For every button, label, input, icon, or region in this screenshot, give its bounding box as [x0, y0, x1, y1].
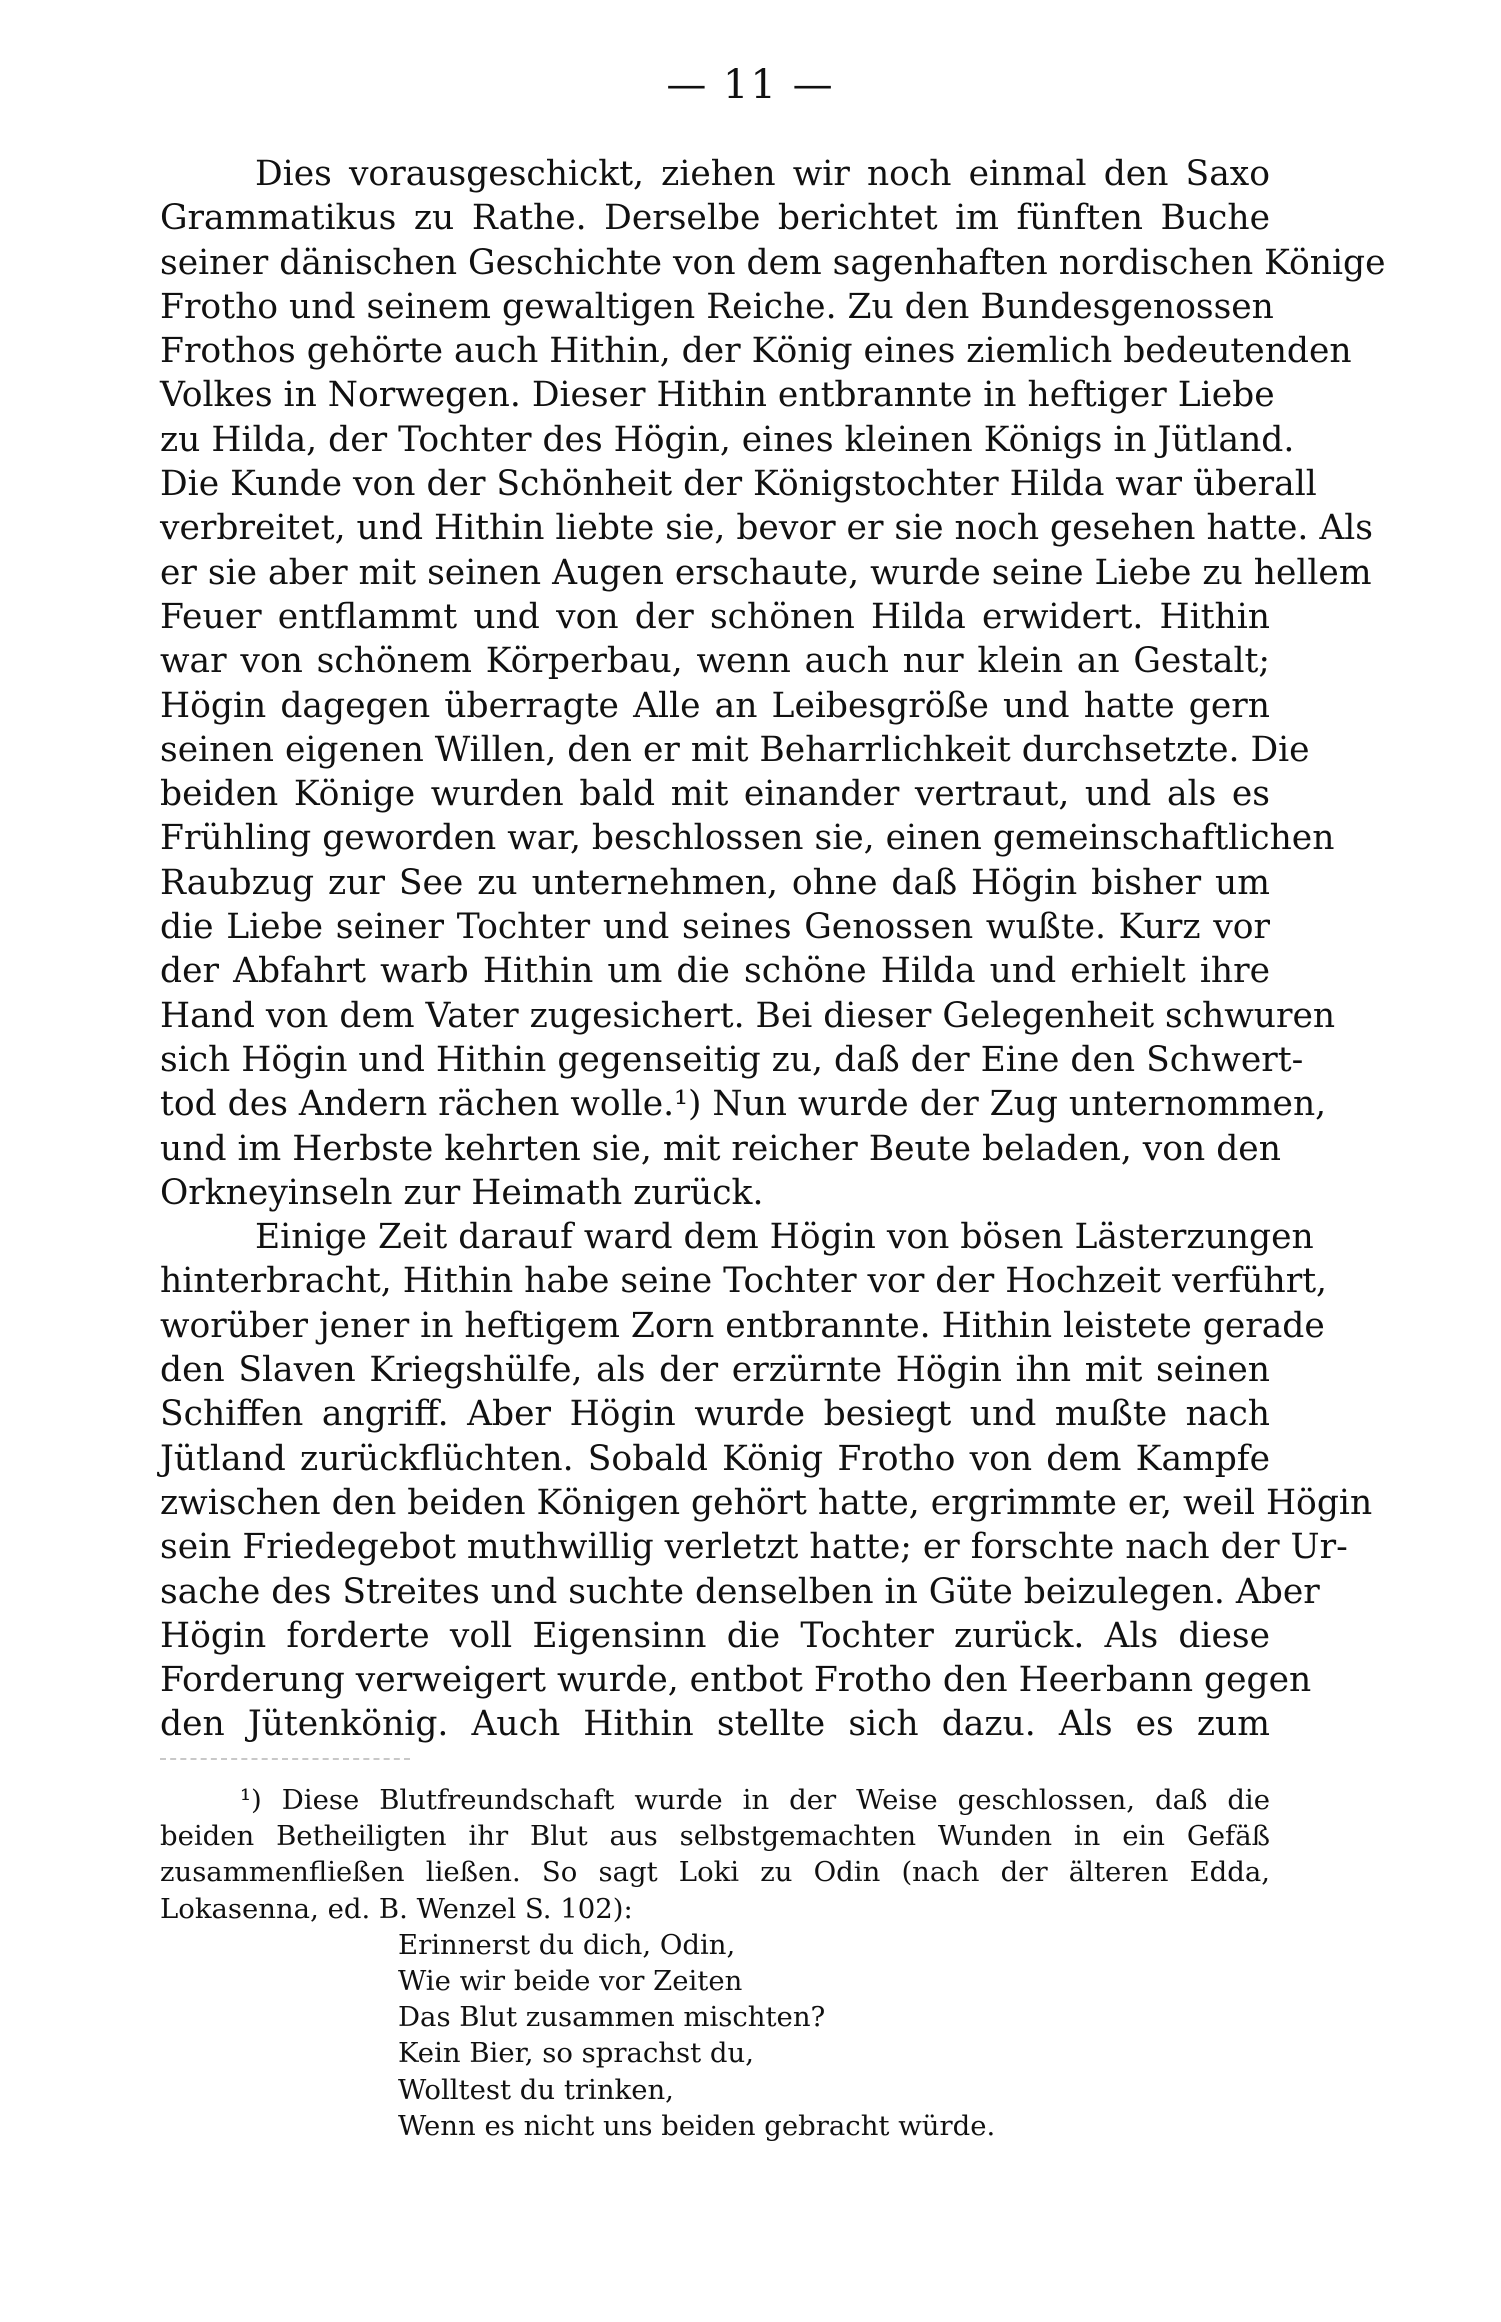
text-line: war von schönem Körperbau, wenn auch nur klein an Gestalt;	[160, 641, 1270, 682]
text-line: tod des Andern rächen wolle.¹) Nun wurde der Zug unternommen,	[160, 1084, 1327, 1125]
text-line: Dies vorausgeschickt, ziehen wir noch einmal den Saxo	[255, 154, 1270, 194]
main-text	[160, 152, 1386, 1747]
footnote-divider	[160, 1758, 410, 1760]
text-line: hinterbracht, Hithin habe seine Tochter vor der Hochzeit verführt,	[160, 1261, 1328, 1302]
text-line: Schiffen angriff. Aber Högin wurde besiegt und mußte nach	[160, 1394, 1270, 1435]
text-line: Högin dagegen überragte Alle an Leibesgröße und hatte gern	[160, 685, 1270, 726]
verse-line: Kein Bier, so sprachst du,	[398, 2037, 754, 2070]
footnote-line: zusammenfließen ließen. So sagt Loki zu Odin (nach der älteren Edda,	[160, 1856, 1270, 1889]
text-line: worüber jener in heftigem Zorn entbrannte. Hithin leistete gerade	[160, 1305, 1325, 1346]
footnote-line: Lokasenna, ed. B. Wenzel S. 102):	[160, 1892, 633, 1925]
text-line: Volkes in Norwegen. Dieser Hithin entbrannte in heftiger Liebe	[160, 375, 1275, 416]
text-line: er sie aber mit seinen Augen erschaute, wurde seine Liebe zu hellem	[160, 552, 1372, 593]
text-line: zwischen den beiden Königen gehört hatte, ergrimmte er, weil Högin	[160, 1482, 1373, 1523]
verse-line: Wolltest du trinken,	[398, 2073, 674, 2106]
footnote-line: ¹) Diese Blutfreundschaft wurde in der Weise geschlossen, daß die	[240, 1784, 1270, 1816]
text-line: Jütland zurückflüchten. Sobald König Frotho von dem Kampfe	[160, 1438, 1270, 1479]
text-line: Einige Zeit darauf ward dem Högin von bösen Lästerzungen	[255, 1217, 1314, 1258]
footnote-line: beiden Betheiligten ihr Blut aus selbstgemachten Wunden in ein Gefäß	[160, 1820, 1270, 1853]
text-line: Raubzug zur See zu unternehmen, ohne daß Högin bisher um	[160, 862, 1270, 903]
text-line: die Liebe seiner Tochter und seines Genossen wußte. Kurz vor	[160, 907, 1270, 948]
text-line: Forderung verweigert wurde, entbot Frotho den Heerbann gegen	[160, 1660, 1312, 1701]
text-line: Frühling geworden war, beschlossen sie, einen gemeinschaftlichen	[160, 818, 1335, 859]
text-line: Feuer entflammt und von der schönen Hilda erwidert. Hithin	[160, 596, 1270, 637]
text-line: sich Högin und Hithin gegenseitig zu, daß der Eine den Schwert-	[160, 1039, 1304, 1080]
text-line: den Jütenkönig. Auch Hithin stellte sich dazu. Als es zum	[160, 1704, 1270, 1745]
page-number: — 11 —	[666, 62, 835, 108]
footnote	[160, 1782, 1270, 2144]
text-line: Högin forderte voll Eigensinn die Tochter zurück. Als diese	[160, 1615, 1270, 1656]
text-line: seinen eigenen Willen, den er mit Beharrlichkeit durchsetzte. Die	[160, 729, 1310, 770]
verse-line: Das Blut zusammen mischten?	[398, 2001, 826, 2034]
text-line: und im Herbste kehrten sie, mit reicher Beute beladen, von den	[160, 1128, 1281, 1169]
text-line: Frothos gehörte auch Hithin, der König eines ziemlich bedeutenden	[160, 331, 1352, 372]
text-line: den Slaven Kriegshülfe, als der erzürnte Högin ihn mit seinen	[160, 1350, 1270, 1391]
text-line: der Abfahrt warb Hithin um die schöne Hilda und erhielt ihre	[160, 951, 1270, 992]
text-line: zu Hilda, der Tochter des Högin, eines kleinen Königs in Jütland.	[160, 419, 1295, 460]
text-line: Grammatikus zu Rathe. Derselbe berichtet im fünften Buche	[160, 198, 1270, 239]
verse-line: Erinnerst du dich, Odin,	[398, 1928, 736, 1961]
text-line: beiden Könige wurden bald mit einander vertraut, und als es	[160, 774, 1270, 815]
text-line: Orkneyinseln zur Heimath zurück.	[160, 1172, 764, 1213]
text-line: sache des Streites und suchte denselben in Güte beizulegen. Aber	[160, 1571, 1320, 1612]
verse-line: Wenn es nicht uns beiden gebracht würde.	[398, 2109, 996, 2142]
text-line: Die Kunde von der Schönheit der Königstochter Hilda war überall	[160, 464, 1317, 505]
text-line: verbreitet, und Hithin liebte sie, bevor er sie noch gesehen hatte. Als	[160, 508, 1374, 549]
text-line: Frotho und seinem gewaltigen Reiche. Zu den Bundesgenossen	[160, 286, 1274, 327]
verse-line: Wie wir beide vor Zeiten	[398, 1964, 743, 1997]
text-line: Hand von dem Vater zugesichert. Bei dieser Gelegenheit schwuren	[160, 995, 1336, 1036]
text-line: seiner dänischen Geschichte von dem sagenhaften nordischen Könige	[160, 242, 1386, 283]
text-line: sein Friedegebot muthwillig verletzt hatte; er forschte nach der Ur-	[160, 1527, 1348, 1568]
